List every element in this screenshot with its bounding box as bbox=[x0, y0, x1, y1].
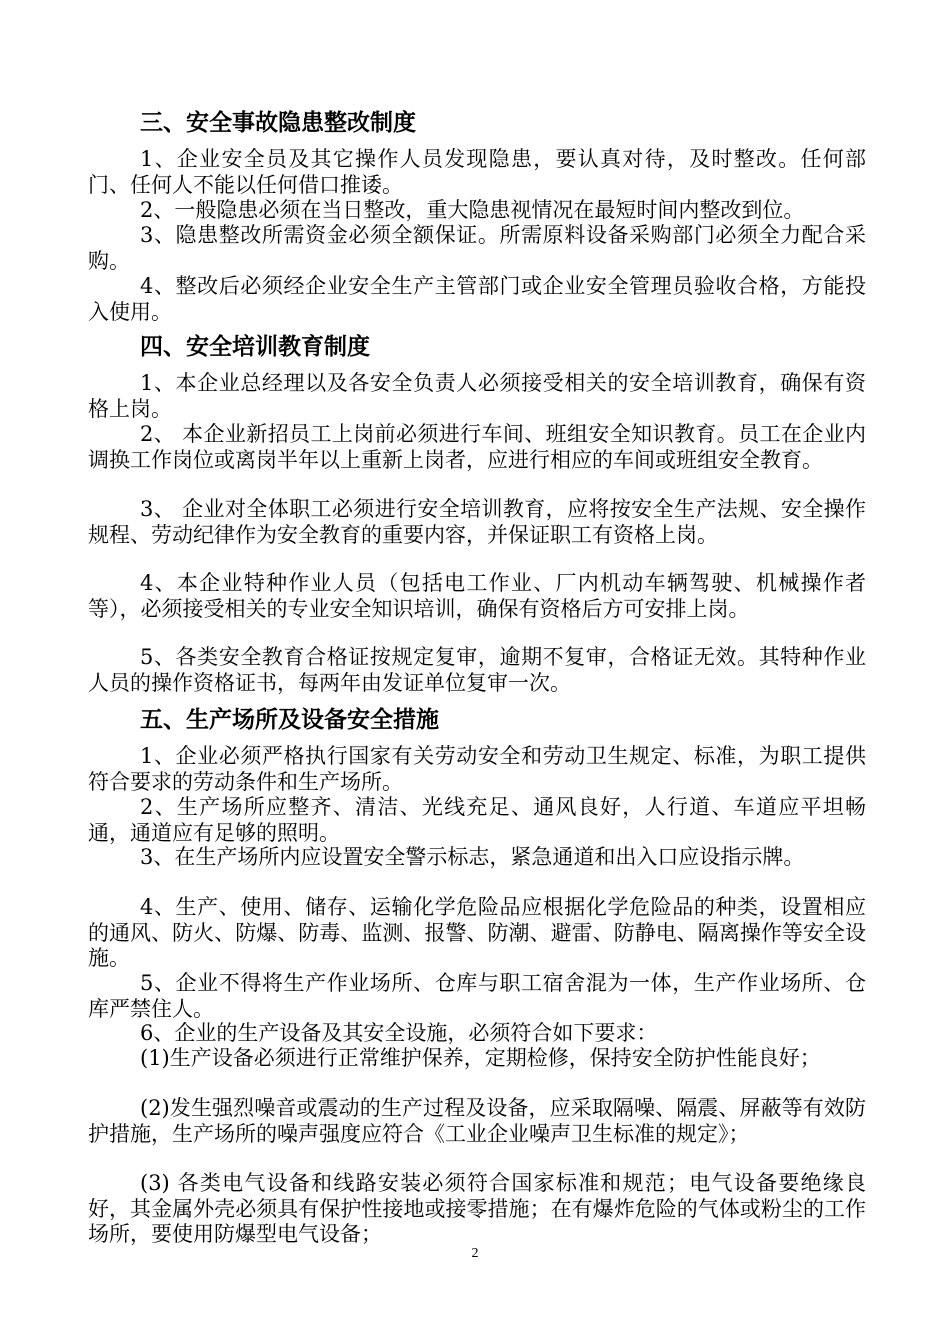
section-4-item-1: 1、本企业总经理以及各安全负责人必须接受相关的安全培训教育，确保有资格上岗。 bbox=[88, 371, 866, 421]
section-5-title: 五、生产场所及设备安全措施 bbox=[140, 707, 439, 733]
section-3-item-1: 1、企业安全员及其它操作人员发现隐患，要认真对待，及时整改。任何部门、任何人不能以任何借口推诿。 bbox=[88, 147, 866, 197]
section-3-item-2: 2、一般隐患必须在当日整改，重大隐患视情况在最短时间内整改到位。 bbox=[140, 198, 805, 222]
page-number: 2 bbox=[471, 1246, 479, 1261]
section-4-item-4: 4、本企业特种作业人员（包括电工作业、厂内机动车辆驾驶、机械操作者等），必须接受相关的专业安全知识培训，确保有资格后方可安排上岗。 bbox=[88, 571, 866, 621]
section-5-item-1: 1、企业必须严格执行国家有关劳动安全和劳动卫生规定、标准，为职工提供符合要求的劳动条件和生产场所。 bbox=[88, 744, 866, 794]
section-4-item-5: 5、各类安全教育合格证按规定复审，逾期不复审，合格证无效。其特种作业人员的操作资格证书，每两年由发证单位复审一次。 bbox=[88, 645, 866, 695]
section-4-item-2: 2、 本企业新招员工上岗前必须进行车间、班组安全知识教育。员工在企业内调换工作岗位或离岗半年以上重新上岗者，应进行相应的车间或班组安全教育。 bbox=[88, 422, 866, 472]
section-5-item-3: 3、在生产场所内应设置安全警示标志，紧急通道和出入口应设指示牌。 bbox=[140, 845, 805, 869]
section-3-item-4: 4、整改后必须经企业安全生产主管部门或企业安全管理员验收合格，方能投入使用。 bbox=[88, 274, 866, 324]
section-3-title: 三、安全事故隐患整改制度 bbox=[140, 110, 416, 136]
section-5-item-6: 6、企业的生产设备及其安全设施，必须符合如下要求： bbox=[140, 1021, 658, 1045]
section-4-title: 四、安全培训教育制度 bbox=[140, 334, 370, 360]
section-5-item-5: 5、企业不得将生产作业场所、仓库与职工宿舍混为一体，生产作业场所、仓库严禁住人。 bbox=[88, 971, 866, 1021]
section-5-subitem-1: (1)生产设备必须进行正常维护保养，定期检修，保持安全防护性能良好； bbox=[140, 1046, 821, 1070]
section-5-subitem-2: (2)发生强烈噪音或震动的生产过程及设备，应采取隔噪、隔震、屏蔽等有效防护措施，生产场所的噪声强度应符合《工业企业噪声卫生标准的规定》； bbox=[88, 1096, 866, 1146]
section-3-item-3: 3、隐患整改所需资金必须全额保证。所需原料设备采购部门必须全力配合采购。 bbox=[88, 223, 866, 273]
section-5-item-2: 2、生产场所应整齐、清洁、光线充足、通风良好，人行道、车道应平坦畅通，通道应有足够的照明。 bbox=[88, 795, 866, 845]
section-5-subitem-3: (3) 各类电气设备和线路安装必须符合国家标准和规范；电气设备要绝缘良好，其金属外壳必须具有保护性接地或接零措施；在有爆炸危险的气体或粉尘的工作场所，要使用防爆型电气设备； bbox=[88, 1171, 866, 1246]
section-5-item-4: 4、生产、使用、储存、运输化学危险品应根据化学危险品的种类，设置相应的通风、防火、防爆、防毒、监测、报警、防潮、避雷、防静电、隔离操作等安全设施。 bbox=[88, 895, 866, 970]
section-4-item-3: 3、 企业对全体职工必须进行安全培训教育，应将按安全生产法规、安全操作规程、劳动纪律作为安全教育的重要内容，并保证职工有资格上岗。 bbox=[88, 497, 866, 547]
